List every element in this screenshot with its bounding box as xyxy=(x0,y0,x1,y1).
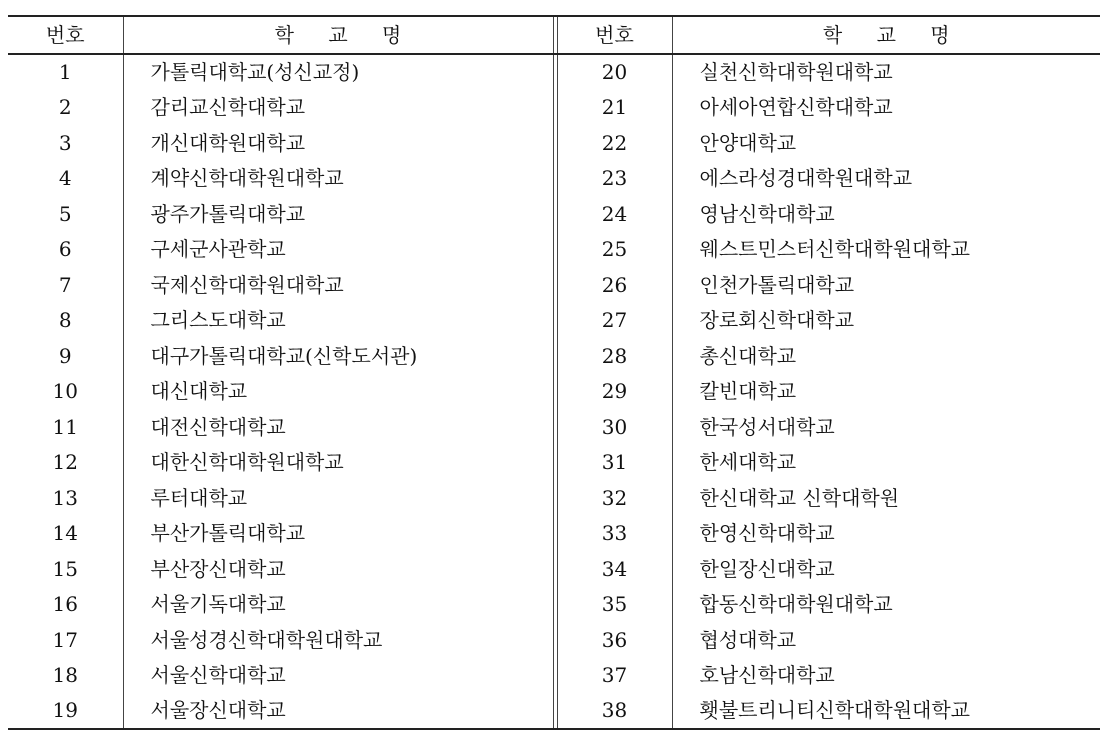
school-name-left: 대전신학대학교 xyxy=(150,414,286,439)
table-row xyxy=(8,54,1100,90)
school-name-left: 계약신학대학원대학교 xyxy=(150,166,344,191)
table-row xyxy=(8,445,1100,481)
table-row xyxy=(8,693,1100,729)
header-school-name-right: 학 교 명 xyxy=(822,23,964,47)
table-row xyxy=(8,658,1100,694)
table-row xyxy=(8,622,1100,658)
school-name-left: 서울기독대학교 xyxy=(150,592,286,617)
row-number-left: 5 xyxy=(8,196,123,232)
school-name-left: 서울신학대학교 xyxy=(150,663,286,688)
school-list-table-container xyxy=(8,15,1100,730)
school-name-right: 에스라성경대학원대학교 xyxy=(699,166,913,191)
school-name-left: 그리스도대학교 xyxy=(150,308,286,333)
row-number-right: 32 xyxy=(557,480,672,516)
school-name-right: 아세아연합신학대학교 xyxy=(699,95,893,120)
table-row xyxy=(8,374,1100,410)
row-number-left: 9 xyxy=(8,338,123,374)
row-number-right: 33 xyxy=(557,516,672,552)
row-number-right: 29 xyxy=(557,374,672,410)
row-number-left: 16 xyxy=(8,587,123,623)
school-name-right: 횃불트리니티신학대학원대학교 xyxy=(699,698,970,723)
table-header xyxy=(8,16,1100,54)
school-name-left: 대신대학교 xyxy=(150,379,248,404)
header-school-name-left: 학 교 명 xyxy=(274,23,416,47)
row-number-right: 36 xyxy=(557,622,672,658)
school-name-left: 서울성경신학대학원대학교 xyxy=(150,627,383,652)
school-name-left: 구세군사관학교 xyxy=(150,237,286,262)
school-name-right: 한국성서대학교 xyxy=(699,414,835,439)
table-row xyxy=(8,587,1100,623)
table-row xyxy=(8,409,1100,445)
row-number-left: 18 xyxy=(8,658,123,694)
row-number-left: 8 xyxy=(8,303,123,339)
school-name-right: 한일장신대학교 xyxy=(699,556,835,581)
school-name-right: 실천신학대학원대학교 xyxy=(699,60,893,85)
row-number-right: 35 xyxy=(557,587,672,623)
table-row xyxy=(8,303,1100,339)
row-number-left: 2 xyxy=(8,90,123,126)
table-row xyxy=(8,232,1100,268)
row-number-left: 3 xyxy=(8,125,123,161)
school-name-right: 합동신학대학원대학교 xyxy=(699,592,893,617)
table-row xyxy=(8,551,1100,587)
row-number-right: 38 xyxy=(557,693,672,729)
row-number-left: 13 xyxy=(8,480,123,516)
table-row xyxy=(8,338,1100,374)
school-name-left: 부산장신대학교 xyxy=(150,556,286,581)
school-name-right: 협성대학교 xyxy=(699,627,797,652)
school-name-right: 안양대학교 xyxy=(699,130,797,155)
row-number-left: 1 xyxy=(8,54,123,90)
table-row xyxy=(8,90,1100,126)
school-name-left: 대한신학대학원대학교 xyxy=(150,450,344,475)
row-number-right: 21 xyxy=(557,90,672,126)
row-number-left: 12 xyxy=(8,445,123,481)
school-name-right: 인천가톨릭대학교 xyxy=(699,272,855,297)
row-number-left: 11 xyxy=(8,409,123,445)
row-number-right: 28 xyxy=(557,338,672,374)
row-number-left: 14 xyxy=(8,516,123,552)
school-name-right: 영남신학대학교 xyxy=(699,201,835,226)
school-name-left: 개신대학원대학교 xyxy=(150,130,306,155)
school-name-right: 칼빈대학교 xyxy=(699,379,797,404)
row-number-right: 27 xyxy=(557,303,672,339)
school-name-right: 웨스트민스터신학대학원대학교 xyxy=(699,237,970,262)
row-number-right: 34 xyxy=(557,551,672,587)
school-name-right: 한신대학교 신학대학원 xyxy=(699,485,900,510)
row-number-left: 10 xyxy=(8,374,123,410)
row-number-right: 20 xyxy=(557,54,672,90)
row-number-left: 6 xyxy=(8,232,123,268)
header-number-left: 번호 xyxy=(8,16,123,54)
row-number-right: 25 xyxy=(557,232,672,268)
row-number-right: 30 xyxy=(557,409,672,445)
school-name-left: 대구가톨릭대학교(신학도서관) xyxy=(150,343,418,368)
table-body xyxy=(8,54,1100,729)
row-number-right: 24 xyxy=(557,196,672,232)
row-number-right: 37 xyxy=(557,658,672,694)
school-name-left: 국제신학대학원대학교 xyxy=(150,272,344,297)
school-list-table xyxy=(8,15,1100,730)
school-name-right: 총신대학교 xyxy=(699,343,797,368)
table-row xyxy=(8,125,1100,161)
school-name-left: 루터대학교 xyxy=(150,485,248,510)
table-row xyxy=(8,161,1100,197)
table-row xyxy=(8,516,1100,552)
row-number-right: 31 xyxy=(557,445,672,481)
header-row xyxy=(8,16,1100,54)
school-name-right: 호남신학대학교 xyxy=(699,663,835,688)
row-number-left: 15 xyxy=(8,551,123,587)
school-name-left: 광주가톨릭대학교 xyxy=(150,201,306,226)
row-number-right: 26 xyxy=(557,267,672,303)
row-number-right: 23 xyxy=(557,161,672,197)
table-row xyxy=(8,480,1100,516)
school-name-right: 한영신학대학교 xyxy=(699,521,835,546)
school-name-left: 감리교신학대학교 xyxy=(150,95,306,120)
school-name-left: 가톨릭대학교(성신교정) xyxy=(150,60,360,85)
row-number-left: 19 xyxy=(8,693,123,729)
row-number-left: 4 xyxy=(8,161,123,197)
header-number-right: 번호 xyxy=(557,16,672,54)
row-number-left: 17 xyxy=(8,622,123,658)
table-row xyxy=(8,196,1100,232)
school-name-right: 한세대학교 xyxy=(699,450,797,475)
school-name-left: 서울장신대학교 xyxy=(150,698,286,723)
school-name-left: 부산가톨릭대학교 xyxy=(150,521,306,546)
row-number-left: 7 xyxy=(8,267,123,303)
table-row xyxy=(8,267,1100,303)
school-name-right: 장로회신학대학교 xyxy=(699,308,855,333)
row-number-right: 22 xyxy=(557,125,672,161)
